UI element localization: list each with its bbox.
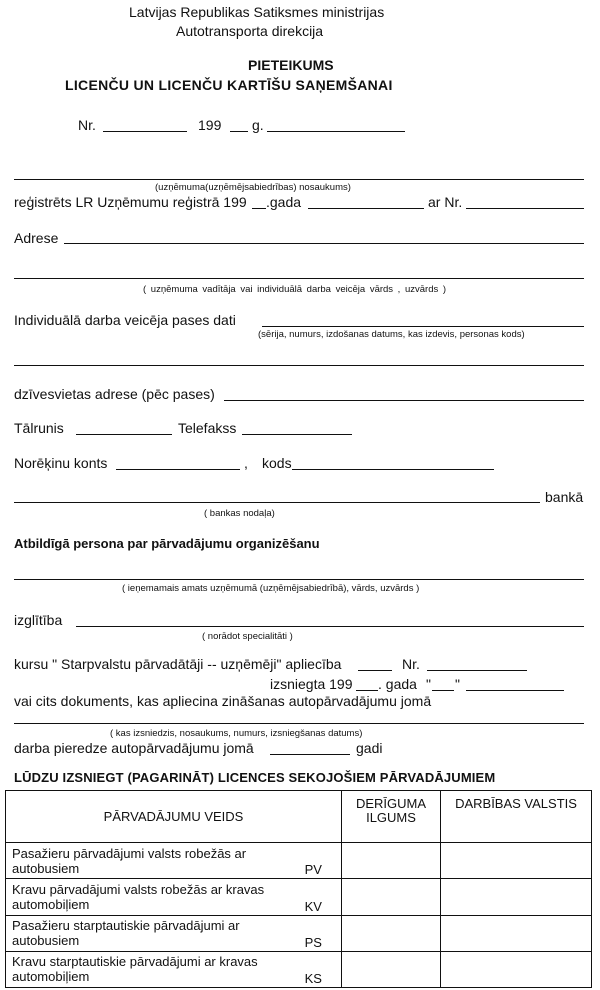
responsible-heading: Atbildīgā persona par pārvadājumu organizēšanu (14, 536, 320, 551)
fax-label: Telefakss (178, 420, 237, 436)
row-code: PS (286, 915, 342, 951)
nr-input[interactable] (103, 131, 187, 132)
row-name: Pasažieru pārvadājumi valsts robežās ar autobusiem (6, 843, 286, 879)
account-input[interactable] (116, 469, 240, 470)
fax-input[interactable] (242, 434, 352, 435)
passport-input-2[interactable] (14, 365, 584, 366)
phone-input[interactable] (76, 434, 172, 435)
ministry-name: Latvijas Republikas Satiksmes ministrijas (129, 4, 385, 20)
year-label: 199 (198, 117, 222, 133)
col-type-header: PĀRVADĀJUMU VEIDS (6, 791, 342, 843)
head-name-input[interactable] (14, 278, 584, 279)
experience-label: darba pieredze autopārvadājumu jomā (14, 740, 254, 756)
head-caption: ( uzņēmuma vadītāja vai individuālā darba veicēja vārds , uzvārds ) (143, 284, 447, 295)
code-input[interactable] (292, 469, 494, 470)
directorate-name: Autotransporta direkcija (176, 23, 324, 39)
bank-caption: ( bankas nodaļa) (204, 508, 275, 519)
account-label: Norēķinu konts (14, 455, 108, 471)
course-nr-label: Nr. (402, 656, 420, 672)
residence-label: dzīvesvietas adrese (pēc pases) (14, 386, 215, 402)
validity-cell[interactable] (342, 879, 441, 915)
years-label: gadi (356, 740, 383, 756)
education-label: izglītība (14, 612, 63, 628)
row-code: KV (286, 879, 342, 915)
row-code: PV (286, 843, 342, 879)
account-comma: , (244, 455, 248, 471)
form-subtitle: LICENČU UN LICENČU KARTĪŠU SAŅEMŠANAI (65, 77, 393, 93)
company-name-input[interactable] (14, 179, 584, 180)
validity-cell[interactable] (342, 951, 441, 987)
company-caption: (uzņēmuma(uzņēmējsabiedrības) nosaukums) (155, 182, 351, 193)
states-cell[interactable] (441, 879, 592, 915)
table-row (6, 951, 592, 987)
registered-date-input[interactable] (308, 208, 424, 209)
other-doc-input[interactable] (14, 723, 584, 724)
row-name: Kravu starptautiskie pārvadājumi ar kravas automobiļiem (6, 951, 286, 987)
course-cert-input[interactable] (358, 670, 392, 671)
table-row (6, 843, 592, 879)
education-caption: ( norādot specialitāti ) (202, 631, 293, 642)
states-cell[interactable] (441, 951, 592, 987)
issued-year-input[interactable] (356, 690, 378, 691)
issued-quote-open: " (426, 676, 431, 692)
validity-cell[interactable] (342, 915, 441, 951)
table-header-row (6, 791, 592, 843)
g-label: g. (252, 117, 264, 133)
issued-day-input[interactable] (432, 690, 454, 691)
year-input[interactable] (230, 131, 248, 132)
other-doc-label: vai cits dokuments, kas apliecina zināšanas autopārvadājumu jomā (14, 693, 432, 709)
table-row (6, 879, 592, 915)
issued-quote-close: " (455, 676, 460, 692)
licence-table (5, 790, 592, 988)
row-name: Pasažieru starptautiskie pārvadājumi ar autobusiem (6, 915, 286, 951)
row-code: KS (286, 951, 342, 987)
date-input[interactable] (267, 131, 405, 132)
address-input[interactable] (64, 243, 584, 244)
passport-label: Individuālā darba veicēja pases dati (14, 312, 236, 328)
registered-year-input[interactable] (252, 208, 266, 209)
issued-gada-label: . gada (378, 676, 417, 692)
form-title: PIETEIKUMS (248, 57, 334, 73)
address-label: Adrese (14, 230, 59, 246)
responsible-caption: ( ieņemamais amats uzņēmumā (uzņēmējsabiedrībā), vārds, uzvārds ) (122, 583, 420, 594)
issued-label: izsniegta 199 (270, 676, 353, 692)
education-input[interactable] (76, 626, 584, 627)
col-validity-header: DERĪGUMA ILGUMS (342, 791, 441, 843)
ar-nr-label: ar Nr. (428, 194, 463, 210)
code-label: kods (262, 455, 292, 471)
nr-label: Nr. (78, 117, 96, 133)
row-name: Kravu pārvadājumi valsts robežās ar kravas automobiļiem (6, 879, 286, 915)
table-row (6, 915, 592, 951)
course-nr-input[interactable] (427, 670, 527, 671)
states-cell[interactable] (441, 843, 592, 879)
bank-label: bankā (545, 489, 584, 505)
registered-gada-label: .gada (266, 194, 302, 210)
residence-input[interactable] (224, 400, 584, 401)
passport-input[interactable] (262, 326, 584, 327)
registration-number-input[interactable] (466, 208, 584, 209)
passport-caption: (sērija, numurs, izdošanas datums, kas izdevis, personas kods) (258, 329, 525, 340)
issuer-caption: ( kas izsniedzis, nosaukums, numurs, izsniegšanas datums) (110, 728, 363, 739)
responsible-input[interactable] (14, 579, 584, 580)
bank-input[interactable] (14, 502, 540, 503)
registered-label: reģistrēts LR Uzņēmumu reģistrā 199 (14, 194, 247, 210)
phone-label: Tālrunis (14, 420, 64, 436)
col-states-header: DARBĪBAS VALSTIS (441, 791, 592, 843)
issued-month-input[interactable] (466, 690, 564, 691)
states-cell[interactable] (441, 915, 592, 951)
experience-input[interactable] (270, 754, 350, 755)
request-heading: LŪDZU IZSNIEGT (PAGARINĀT) LICENCES SEKOJOŠIEM PĀRVADĀJUMIEM (14, 770, 496, 785)
course-label: kursu " Starpvalstu pārvadātāji -- uzņēmēji" apliecība (14, 656, 342, 672)
validity-cell[interactable] (342, 843, 441, 879)
